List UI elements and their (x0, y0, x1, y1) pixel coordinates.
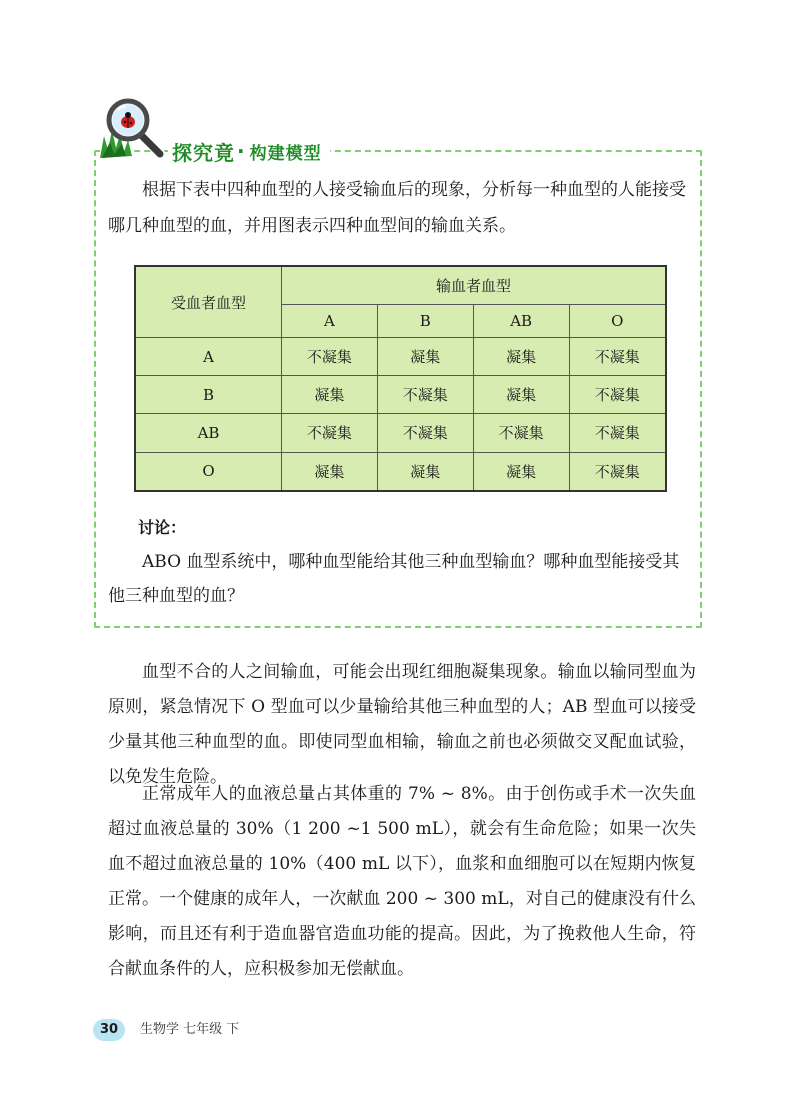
donor-type-b: B (377, 305, 473, 338)
section-title (168, 136, 330, 166)
discussion-heading: 讨论： (138, 518, 187, 537)
recipient-type: A (135, 338, 282, 376)
table-row (135, 414, 666, 452)
table-cell: 不凝集 (473, 414, 569, 452)
recipient-header: 受血者血型 (135, 266, 282, 338)
recipient-type: AB (135, 414, 282, 452)
section-title-dot: · (237, 139, 246, 163)
table-cell: 不凝集 (377, 414, 473, 452)
table-cell: 凝集 (473, 376, 569, 414)
table-cell: 凝集 (473, 452, 569, 491)
body-paragraph: 血型不合的人之间输血，可能会出现红细胞凝集现象。输血以输同型血为原则，紧急情况下 O 型血可以少量输给其他三种血型的人；AB 型血可以接受少量其他三种血型的血。即使同型血相输，输血之前也必须做交叉配血试验，以免发生危险。 (108, 662, 696, 787)
section-title-main: 探究竟 (172, 140, 235, 165)
table-row (135, 376, 666, 414)
body-paragraph: 正常成年人的血液总量占其体重的 7% ~ 8%。由于创伤或手术一次失血超过血液总量的 30%（1 200 ~1 500 mL），就会有生命危险；如果一次失血不超过血液总量的 10%（400 mL 以下），血浆和血细胞可以在短期内恢复正常。一个健康的成年人，一次献血 200 ~ 300 mL，对自己的健康没有什么影响，而且还有利于造血器官造血功能的提高。因此，为了挽救他人生命，符合献血条件的人，应积极参加无偿献血。 (108, 784, 696, 979)
table-cell: 不凝集 (569, 452, 666, 491)
table-cell: 不凝集 (282, 338, 378, 376)
table-header-row (135, 266, 666, 305)
table-cell: 凝集 (377, 338, 473, 376)
table-cell: 凝集 (473, 338, 569, 376)
blood-type-table (134, 265, 667, 492)
donor-type-o: O (569, 305, 666, 338)
magnifier-ladybug-icon (98, 96, 168, 160)
table-row (135, 338, 666, 376)
recipient-type: B (135, 376, 282, 414)
book-title: 生物学 七年级 下 (140, 1022, 240, 1037)
table-cell: 凝集 (377, 452, 473, 491)
table-cell: 不凝集 (377, 376, 473, 414)
donor-type-a: A (282, 305, 378, 338)
section-subtitle: 构建模型 (249, 143, 322, 164)
donor-type-ab: AB (473, 305, 569, 338)
intro-paragraph: 根据下表中四种血型的人接受输血后的现象，分析每一种血型的人能接受哪几种血型的血，并用图表示四种血型间的输血关系。 (108, 180, 686, 236)
table-cell: 不凝集 (569, 414, 666, 452)
table-cell: 不凝集 (569, 338, 666, 376)
table-cell: 凝集 (282, 376, 378, 414)
table-row (135, 452, 666, 491)
discussion-question: ABO 血型系统中，哪种血型能给其他三种血型输血？哪种血型能接受其他三种血型的血？ (108, 552, 680, 606)
table-cell: 凝集 (282, 452, 378, 491)
recipient-type: O (135, 452, 282, 491)
table-cell: 不凝集 (569, 376, 666, 414)
page-number: 30 (93, 1019, 125, 1041)
donor-header: 输血者血型 (282, 266, 667, 305)
table-cell: 不凝集 (282, 414, 378, 452)
